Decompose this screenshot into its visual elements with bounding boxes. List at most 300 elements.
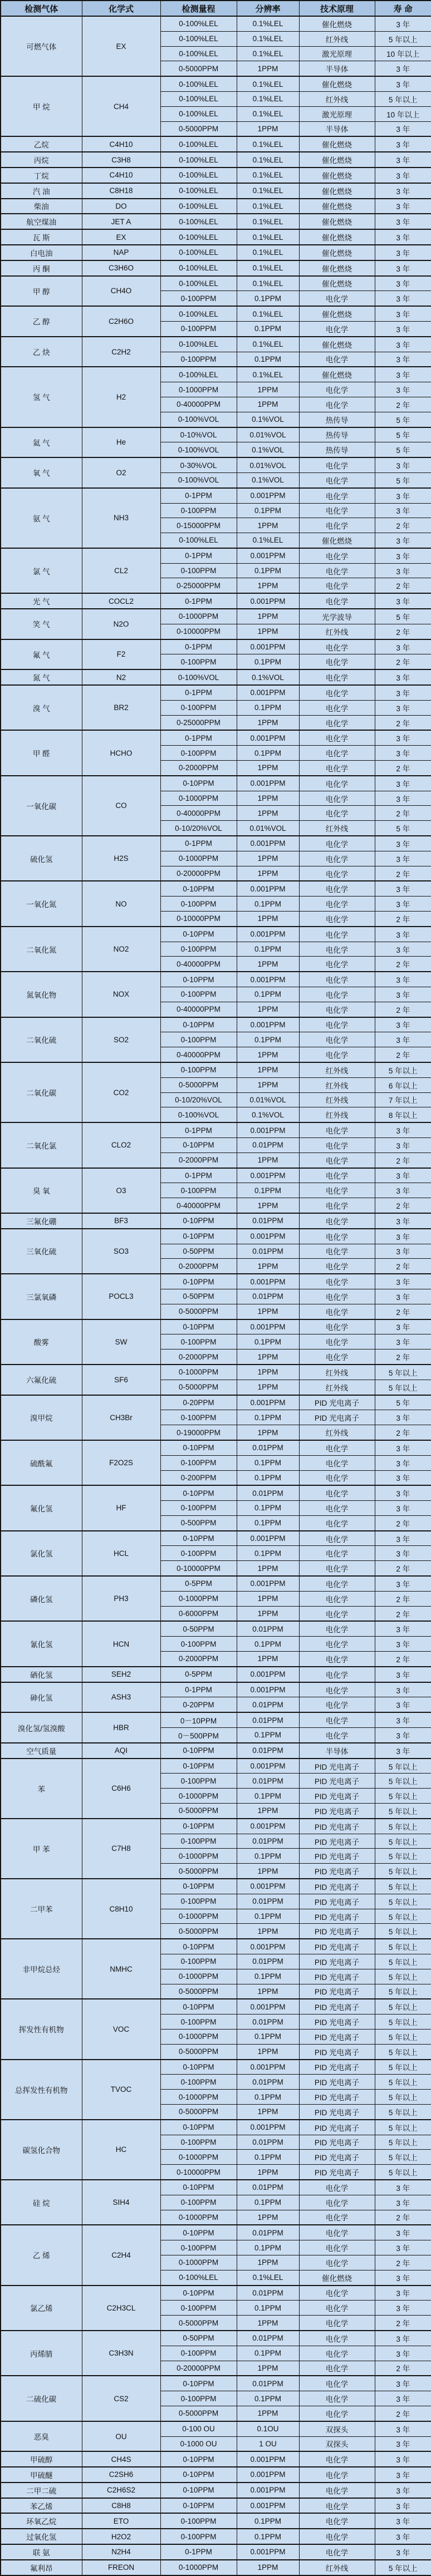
principle-cell: 电化学 [299,2240,375,2255]
principle-cell: 电化学 [299,2406,375,2421]
range-cell: 0-5PPM [160,1576,237,1591]
formula-cell: POCL3 [82,1274,160,1319]
lifespan-cell: 3 年 [375,1334,431,1349]
gas-group-row [1,16,431,31]
lifespan-cell: 5 年以上 [375,1834,431,1849]
principle-cell: 电化学 [299,2376,375,2391]
lifespan-cell: 3 年 [375,2346,431,2361]
gas-group-row [1,214,431,229]
range-cell: 0-100PPM [160,503,237,518]
range-cell: 0-10%VOL [160,427,237,442]
gas-group-row [1,276,431,291]
principle-cell: 电化学 [299,2225,375,2240]
range-cell: 0-100PPM [160,1410,237,1425]
principle-cell: PID 光电离子 [299,2029,375,2044]
range-cell: 0-10/20%VOL [160,821,237,836]
gas-name-cell: 硒化氢 [1,1667,82,1682]
gas-name-cell: 磷化氢 [1,1576,82,1621]
principle-cell: 电化学 [299,578,375,593]
resolution-cell: 0.001PPM [237,1531,299,1546]
resolution-cell: 0.1PPM [237,987,299,1002]
principle-cell: PID 光电离子 [299,1410,375,1425]
lifespan-cell: 2 年 [375,624,431,639]
gas-group-row [1,367,431,382]
gas-name-cell: 碳氢化合物 [1,2120,82,2180]
range-cell: 0-100PPM [160,942,237,957]
formula-cell: CH4S [82,2451,160,2467]
range-cell: 0-5000PPM [160,1864,237,1879]
gas-group-row [1,836,431,851]
gas-group-row [1,306,431,321]
lifespan-cell: 3 年 [375,199,431,214]
resolution-cell: 0.1PPM [237,2529,299,2544]
lifespan-cell: 3 年 [375,1183,431,1198]
formula-cell: DO [82,199,160,214]
principle-cell: 双探头 [299,2421,375,2436]
principle-cell: 电化学 [299,806,375,821]
range-cell: 0-50PPM [160,1289,237,1304]
range-cell: 0-100%LEL [160,76,237,91]
gas-name-cell: 丁烷 [1,168,82,183]
principle-cell: 电化学 [299,2301,375,2316]
principle-cell: PID 光电离子 [299,2165,375,2180]
resolution-cell: 0.1%LEL [237,76,299,91]
range-cell: 0-1PPM [160,639,237,654]
principle-cell: 电化学 [299,291,375,306]
range-cell: 0-100%LEL [160,183,237,199]
lifespan-cell: 10 年以上 [375,46,431,61]
range-cell: 0-40000PPM [160,1002,237,1017]
principle-cell: 电化学 [299,927,375,942]
lifespan-cell: 3 年 [375,2483,431,2498]
range-cell: 0-100PPM [160,1334,237,1349]
lifespan-cell: 3 年 [375,1576,431,1591]
lifespan-cell: 2 年 [375,1002,431,1017]
resolution-cell: 1PPM [237,1561,299,1576]
gas-name-cell: 空气质量 [1,1743,82,1759]
gas-name-cell: 二甲苯 [1,1879,82,1939]
principle-cell: 电化学 [299,1561,375,1576]
gas-name-cell: 白电油 [1,245,82,260]
lifespan-cell: 3 年 [375,548,431,563]
range-cell: 0-10PPM [160,2451,237,2467]
gas-group-row [1,136,431,152]
gas-name-cell: 砷化氢 [1,1682,82,1713]
resolution-cell: 0.001PPM [237,2483,299,2498]
gas-name-cell: 笑 气 [1,609,82,639]
gas-group-row [1,1759,431,1774]
resolution-cell: 1PPM [237,1047,299,1062]
lifespan-cell: 3 年 [375,1697,431,1712]
gas-group-row [1,1879,431,1894]
lifespan-cell: 2 年 [375,1606,431,1621]
formula-cell: SO2 [82,1017,160,1062]
principle-cell: PID 光电离子 [299,1954,375,1969]
range-cell: 0-100%LEL [160,199,237,214]
principle-cell: PID 光电离子 [299,1939,375,1954]
gas-name-cell: 乙 醇 [1,306,82,337]
resolution-cell: 0.001PPM [237,927,299,942]
resolution-cell: 1PPM [237,382,299,397]
resolution-cell: 1PPM [237,609,299,624]
range-cell: 0-100PPM [160,2346,237,2361]
principle-cell: 电化学 [299,1198,375,1213]
lifespan-cell: 2 年 [375,2406,431,2421]
principle-cell: PID 光电离子 [299,1395,375,1410]
range-cell: 0-100PPM [160,746,237,761]
col-gas-header: 检测气体 [1,1,82,16]
gas-group-row [1,1122,431,1137]
range-cell: 0-1PPM [160,1168,237,1183]
lifespan-cell: 5 年以上 [375,2120,431,2135]
principle-cell: PID 光电离子 [299,1849,375,1864]
gas-group-row [1,1621,431,1636]
resolution-cell: 0.1PPM [237,1410,299,1425]
range-cell: 0-100%LEL [160,533,237,548]
lifespan-cell: 5 年以上 [375,2060,431,2075]
range-cell: 0-10PPM [160,1440,237,1455]
gas-group-row [1,1712,431,1727]
lifespan-cell: 3 年 [375,2529,431,2544]
principle-cell: PID 光电离子 [299,1969,375,1984]
lifespan-cell: 3 年 [375,1546,431,1561]
range-cell: 0-100%LEL [160,168,237,183]
principle-cell: PID 光电离子 [299,2150,375,2165]
gas-name-cell: 溴甲烷 [1,1395,82,1440]
gas-group-row [1,2180,431,2195]
resolution-cell: 0.1PPM [237,1637,299,1652]
lifespan-cell: 3 年 [375,1032,431,1047]
resolution-cell: 0.1PPM [237,1183,299,1198]
principle-cell: 电化学 [299,1591,375,1606]
resolution-cell: 0.01PPM [237,2286,299,2301]
gas-group-row [1,1274,431,1289]
gas-name-cell: 一氧化氮 [1,881,82,926]
resolution-cell: 0.1PPM [237,942,299,957]
resolution-cell: 1PPM [237,1259,299,1274]
lifespan-cell: 3 年 [375,1485,431,1500]
header-row [1,1,431,16]
resolution-cell: 0.001PPM [237,2120,299,2135]
resolution-cell: 0.001PPM [237,593,299,609]
formula-cell: C4H10 [82,168,160,183]
lifespan-cell: 3 年 [375,791,431,806]
gas-name-cell: 丙 酮 [1,260,82,276]
lifespan-cell: 2 年 [375,2255,431,2270]
gas-group-row [1,1531,431,1546]
resolution-cell: 1PPM [237,2104,299,2119]
gas-group-row [1,2421,431,2436]
resolution-cell: 0.1OU [237,2421,299,2436]
principle-cell: 电化学 [299,1213,375,1229]
resolution-cell: 0.1%LEL [237,31,299,46]
principle-cell: 双探头 [299,2436,375,2451]
range-cell: 0-100PPM [160,1501,237,1516]
lifespan-cell: 2 年 [375,866,431,881]
formula-cell: CH4 [82,76,160,136]
range-cell: 0-10PPM [160,972,237,987]
formula-cell: CLO2 [82,1122,160,1168]
resolution-cell: 0.01PPM [237,1743,299,1759]
principle-cell: PID 光电离子 [299,1924,375,1939]
resolution-cell: 1PPM [237,1380,299,1395]
resolution-cell: 1PPM [237,851,299,866]
formula-cell: C8H8 [82,2498,160,2514]
gas-group-row [1,1819,431,1834]
principle-cell: 电化学 [299,1652,375,1667]
principle-cell: 电化学 [299,488,375,503]
gas-name-cell: 汽 油 [1,183,82,199]
lifespan-cell: 5 年以上 [375,1759,431,1774]
range-cell: 0-5000PPM [160,121,237,136]
lifespan-cell: 5 年以上 [375,2150,431,2165]
resolution-cell: 0.1PPM [237,1334,299,1349]
principle-cell: 电化学 [299,1728,375,1743]
resolution-cell: 0.01PPM [237,1834,299,1849]
principle-cell: 电化学 [299,1576,375,1591]
formula-cell: JET A [82,214,160,229]
range-cell: 0-10PPM [160,1485,237,1500]
lifespan-cell: 5 年以上 [375,1380,431,1395]
range-cell: 0-2000PPM [160,1652,237,1667]
resolution-cell: 0.001PPM [237,1229,299,1244]
gas-name-cell: 二甲二硫 [1,2483,82,2498]
principle-cell: 热传导 [299,427,375,442]
gas-group-row [1,2513,431,2529]
principle-cell: 电化学 [299,1515,375,1530]
gas-group-row [1,2560,431,2575]
range-cell: 0-1PPM [160,1682,237,1697]
gas-name-cell: 甲 烷 [1,76,82,136]
lifespan-cell: 5 年 [375,609,431,624]
formula-cell: H2O2 [82,2529,160,2544]
range-cell: 0-1PPM [160,836,237,851]
resolution-cell: 0.01PPM [237,1485,299,1500]
principle-cell: 电化学 [299,548,375,563]
principle-cell: 电化学 [299,1032,375,1047]
lifespan-cell: 3 年 [375,2544,431,2560]
lifespan-cell: 3 年 [375,2301,431,2316]
principle-cell: 红外线 [299,31,375,46]
range-cell: 0-100%VOL [160,442,237,457]
range-cell: 0-100PPM [160,2014,237,2030]
lifespan-cell: 2 年 [375,578,431,593]
principle-cell: 电化学 [299,472,375,487]
principle-cell: 光学波导 [299,609,375,624]
lifespan-cell: 3 年 [375,746,431,761]
gas-group-row [1,2467,431,2483]
range-cell: 0-100PPM [160,1183,237,1198]
col-resolution-header: 分辨率 [237,1,299,16]
range-cell: 0-100PPM [160,2529,237,2544]
resolution-cell: 0.001PPM [237,2060,299,2075]
principle-cell: PID 光电离子 [299,2090,375,2105]
lifespan-cell: 3 年 [375,730,431,745]
principle-cell: 电化学 [299,518,375,533]
resolution-cell: 1PPM [237,1002,299,1017]
resolution-cell: 1PPM [237,1062,299,1077]
range-cell: 0-100PPM [160,1546,237,1561]
formula-cell: OU [82,2421,160,2452]
gas-group-row [1,1440,431,1455]
range-cell: 0-200PPM [160,1470,237,1485]
resolution-cell: 1PPM [237,866,299,881]
lifespan-cell: 3 年 [375,1621,431,1636]
formula-cell: C2H3CL [82,2286,160,2331]
lifespan-cell: 5 年以上 [375,91,431,106]
formula-cell: HC [82,2120,160,2180]
lifespan-cell: 3 年 [375,881,431,896]
gas-name-cell: 乙烷 [1,136,82,152]
resolution-cell: 0.1%VOL [237,472,299,487]
principle-cell: 催化燃烧 [299,533,375,548]
resolution-cell: 0.1%LEL [237,214,299,229]
principle-cell: 电化学 [299,1183,375,1198]
lifespan-cell: 5 年以上 [375,1954,431,1969]
principle-cell: 电化学 [299,2451,375,2467]
range-cell: 0-100%VOL [160,412,237,427]
lifespan-cell: 2 年 [375,806,431,821]
resolution-cell: 1PPM [237,2165,299,2180]
principle-cell: 电化学 [299,1274,375,1289]
resolution-cell: 0.001PPM [237,730,299,745]
resolution-cell: 0.01PPM [237,2225,299,2240]
resolution-cell: 1PPM [237,2560,299,2575]
lifespan-cell: 3 年 [375,1743,431,1759]
gas-group-row [1,639,431,654]
range-cell: 0-100PPM [160,2513,237,2529]
principle-cell: PID 光电离子 [299,1984,375,1999]
range-cell: 0-100PPM [160,321,237,336]
gas-group-row [1,1168,431,1183]
resolution-cell: 0.1%LEL [237,136,299,152]
resolution-cell: 0.1PPM [237,352,299,367]
lifespan-cell: 5 年以上 [375,2029,431,2044]
lifespan-cell: 2 年 [375,1304,431,1319]
lifespan-cell: 2 年 [375,912,431,927]
principle-cell: 电化学 [299,2255,375,2270]
formula-cell: NH3 [82,488,160,548]
principle-cell: 电化学 [299,2513,375,2529]
principle-cell: 电化学 [299,836,375,851]
resolution-cell: 0.1PPM [237,1032,299,1047]
lifespan-cell: 3 年 [375,972,431,987]
resolution-cell: 0.1%LEL [237,276,299,291]
formula-cell: COCL2 [82,593,160,609]
resolution-cell: 0.001PPM [237,1999,299,2014]
principle-cell: 半导体 [299,121,375,136]
lifespan-cell: 5 年以上 [375,1969,431,1984]
lifespan-cell: 2 年 [375,397,431,412]
lifespan-cell: 3 年 [375,229,431,245]
range-cell: 0-1PPM [160,548,237,563]
resolution-cell: 1PPM [237,2255,299,2270]
resolution-cell: 1PPM [237,2210,299,2225]
formula-cell: HCL [82,1531,160,1576]
resolution-cell: 1PPM [237,1152,299,1168]
principle-cell: 电化学 [299,2529,375,2544]
principle-cell: PID 光电离子 [299,1759,375,1774]
formula-cell: EX [82,16,160,76]
lifespan-cell: 5 年 [375,821,431,836]
range-cell: 0-10PPM [160,1999,237,2014]
range-cell: 0-1000PPM [160,2029,237,2044]
lifespan-cell: 6 年以上 [375,1077,431,1092]
range-cell: 0-40000PPM [160,1198,237,1213]
resolution-cell: 0.001PPM [237,488,299,503]
resolution-cell: 0.1PPM [237,897,299,912]
formula-cell: HF [82,1485,160,1530]
formula-cell: C3H6O [82,260,160,276]
lifespan-cell: 2 年 [375,1561,431,1576]
principle-cell: 电化学 [299,1606,375,1621]
lifespan-cell: 3 年 [375,776,431,791]
resolution-cell: 1PPM [237,1425,299,1440]
formula-cell: NO2 [82,927,160,972]
lifespan-cell: 3 年 [375,291,431,306]
range-cell: 0-100PPM [160,654,237,669]
range-cell: 0-10PPM [160,2225,237,2240]
resolution-cell: 0.1PPM [237,1546,299,1561]
principle-cell: 半导体 [299,1743,375,1759]
resolution-cell: 0.1PPM [237,2029,299,2044]
resolution-cell: 1PPM [237,1304,299,1319]
principle-cell: 电化学 [299,1546,375,1561]
resolution-cell: 0.1%VOL [237,1107,299,1122]
col-principle-header: 技术原理 [299,1,375,16]
principle-cell: 红外线 [299,1365,375,1380]
lifespan-cell: 3 年 [375,321,431,336]
resolution-cell: 0.001PPM [237,1682,299,1697]
range-cell: 0-10PPM [160,776,237,791]
formula-cell: C3H8 [82,152,160,168]
range-cell: 0-5000PPM [160,2406,237,2421]
resolution-cell: 0.1%LEL [237,91,299,106]
formula-cell: BR2 [82,685,160,730]
resolution-cell: 0.01PPM [237,2180,299,2195]
range-cell: 0-1000PPM [160,2255,237,2270]
gas-name-cell: 柴油 [1,199,82,214]
gas-name-cell: 臭 氧 [1,1168,82,1213]
principle-cell: 电化学 [299,1667,375,1682]
formula-cell: C8H18 [82,183,160,199]
lifespan-cell: 3 年 [375,337,431,352]
lifespan-cell: 5 年以上 [375,1062,431,1077]
principle-cell: 电化学 [299,563,375,578]
lifespan-cell: 3 年 [375,2467,431,2483]
principle-cell: 催化燃烧 [299,16,375,31]
gas-name-cell: 航空煤油 [1,214,82,229]
lifespan-cell: 3 年 [375,121,431,136]
gas-group-row [1,427,431,442]
principle-cell: 电化学 [299,1712,375,1727]
resolution-cell: 1PPM [237,957,299,972]
resolution-cell: 0.001PPM [237,2498,299,2514]
lifespan-cell: 5 年以上 [375,1999,431,2014]
resolution-cell: 0.1PPM [237,1728,299,1743]
range-cell: 0-1PPM [160,2544,237,2560]
gas-group-row [1,1395,431,1410]
formula-cell: N2H4 [82,2544,160,2560]
principle-cell: 电化学 [299,2483,375,2498]
resolution-cell: 0.01PPM [237,2331,299,2346]
lifespan-cell: 5 年以上 [375,2090,431,2105]
range-cell: 0-10/20%VOL [160,1092,237,1107]
lifespan-cell: 3 年 [375,306,431,321]
principle-cell: 电化学 [299,1319,375,1334]
gas-group-row [1,1062,431,1077]
resolution-cell: 0.01PPM [237,1712,299,1727]
